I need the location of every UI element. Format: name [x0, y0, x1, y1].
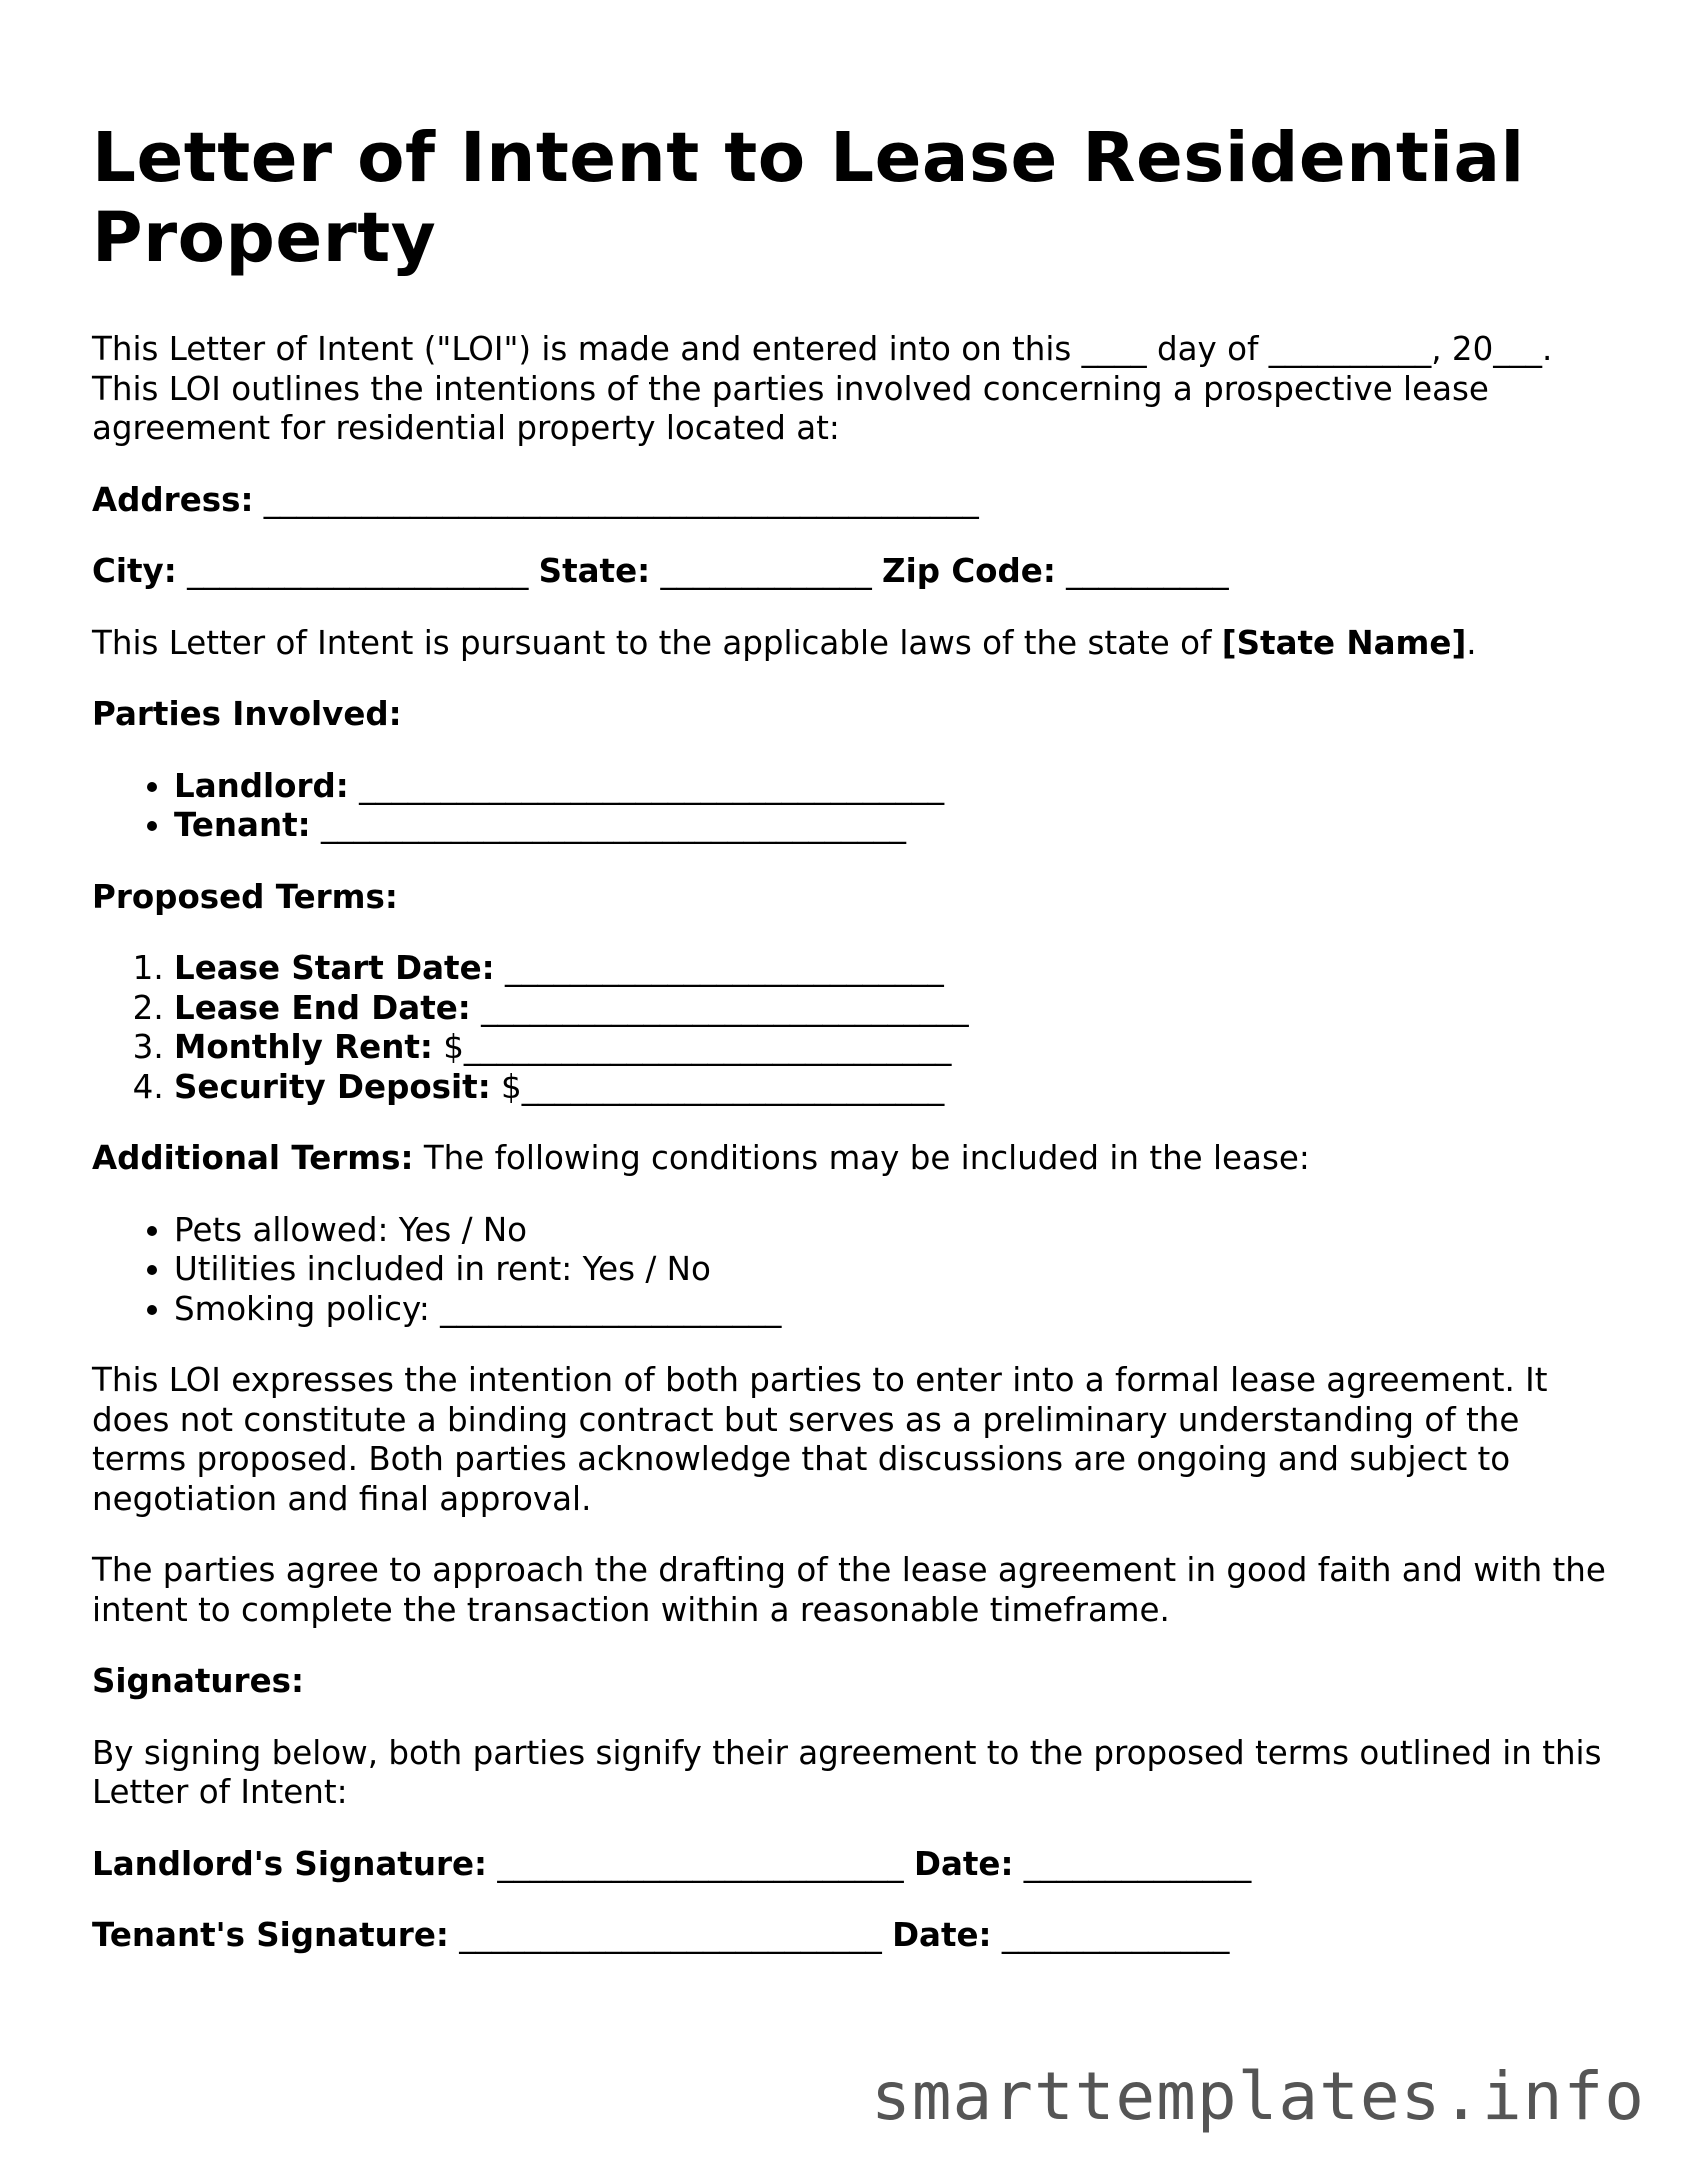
- signatures-paragraph: By signing below, both parties signify their agreement to the proposed terms outlined in this Letter of Intent:: [92, 1733, 1602, 1811]
- monthly-rent-blank: $______________________________: [443, 1028, 952, 1066]
- parties-heading: Parties Involved:: [92, 695, 402, 733]
- landlord-date-blank: ______________: [1023, 1844, 1252, 1883]
- tenant-date-blank: ______________: [1001, 1916, 1230, 1954]
- city-label: City:: [92, 552, 177, 590]
- list-item: [174, 989, 1612, 1029]
- document-title: Letter of Intent to Lease Residential Property: [92, 118, 1525, 278]
- lease-end-label: Lease End Date:: [174, 988, 471, 1027]
- landlord-signature-line: [92, 1845, 1612, 1885]
- lease-start-label: Lease Start Date:: [174, 949, 495, 987]
- intro-paragraph: This Letter of Intent ("LOI") is made and entered into on this ____ day of __________, 20___. This LOI outlines the intentions of the parties involved concerning a prospective lease agreement for residential property located at:: [92, 330, 1553, 447]
- landlord-date-label: Date:: [913, 1844, 1014, 1883]
- list-item: • Pets allowed: Yes / No: [174, 1211, 1612, 1251]
- landlord-signature-blank: _________________________: [497, 1844, 904, 1883]
- laws-text: This Letter of Intent is pursuant to the applicable laws of the state of: [92, 623, 1212, 662]
- terms-list: [92, 949, 1612, 1107]
- list-item: • Smoking policy: _____________________: [174, 1290, 1612, 1330]
- tenant-signature-label: Tenant's Signature:: [92, 1916, 449, 1954]
- tenant-label: Tenant:: [174, 806, 311, 844]
- terms-heading: Proposed Terms:: [92, 877, 398, 916]
- city-blank: _____________________: [187, 552, 529, 590]
- document-page: [92, 118, 1612, 1988]
- tenant-signature-blank: __________________________: [459, 1916, 882, 1954]
- list-item: [174, 1068, 1612, 1108]
- landlord-blank: ____________________________________: [359, 766, 945, 805]
- lease-end-blank: ______________________________: [481, 988, 969, 1027]
- list-item: [174, 806, 1612, 846]
- tenant-blank: ____________________________________: [320, 806, 906, 844]
- laws-state: [State Name]: [1221, 623, 1467, 662]
- security-deposit-label: Security Deposit:: [174, 1067, 491, 1106]
- binding-paragraph: This LOI expresses the intention of both parties to enter into a formal lease agreement. It does not constitute a binding contract but serves as a preliminary understanding of the terms proposed. Both parties acknowledge that discussions are ongoing and subject to negotiation and final approval.: [92, 1361, 1548, 1518]
- monthly-rent-label: Monthly Rent:: [174, 1028, 433, 1066]
- list-item: [174, 767, 1612, 807]
- address-blank: ____________________________________________: [263, 480, 979, 519]
- laws-end: .: [1466, 623, 1477, 662]
- parties-list: [92, 767, 1612, 846]
- list-item: [174, 949, 1612, 989]
- tenant-date-label: Date:: [892, 1916, 992, 1954]
- address-label: Address:: [92, 480, 254, 519]
- tenant-signature-line: [92, 1916, 1612, 1956]
- zip-label: Zip Code:: [882, 552, 1056, 590]
- watermark: smarttemplates.info: [871, 2058, 1645, 2135]
- additional-terms-text: The following conditions may be included in the lease:: [423, 1139, 1310, 1177]
- additional-terms-list: [92, 1211, 1612, 1330]
- address-line: [92, 481, 1612, 521]
- good-faith-paragraph: The parties agree to approach the drafting of the lease agreement in good faith and with the intent to complete the transaction within a reasonable timeframe.: [92, 1551, 1606, 1629]
- zip-blank: __________: [1066, 552, 1229, 590]
- list-item: • Utilities included in rent: Yes / No: [174, 1250, 1612, 1290]
- laws-paragraph: [92, 624, 1612, 664]
- state-label: State:: [538, 552, 651, 590]
- signatures-heading: Signatures:: [92, 1662, 304, 1700]
- landlord-signature-label: Landlord's Signature:: [92, 1844, 488, 1883]
- additional-terms-label: Additional Terms:: [92, 1139, 414, 1177]
- list-item: [174, 1028, 1612, 1068]
- landlord-label: Landlord:: [174, 766, 349, 805]
- lease-start-blank: ___________________________: [504, 949, 944, 987]
- state-blank: _____________: [660, 552, 872, 590]
- security-deposit-blank: $__________________________: [501, 1067, 945, 1106]
- city-state-zip-line: [92, 552, 1612, 592]
- additional-terms-paragraph: [92, 1139, 1612, 1179]
